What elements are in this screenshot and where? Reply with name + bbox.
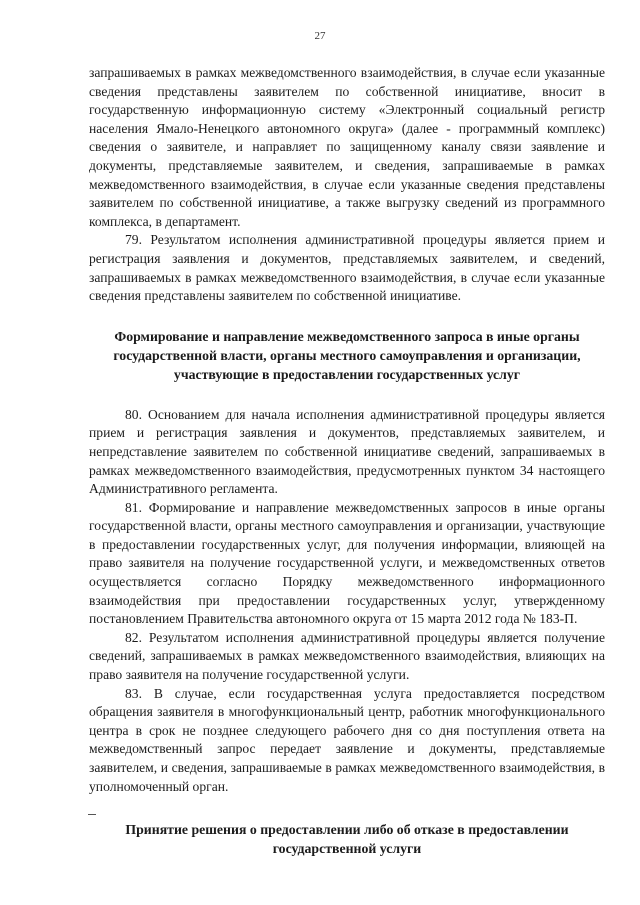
paragraph-81: 81. Формирование и направление межведомственных запросов в иные органы государственной власти, органы местного самоуправления и организации, участвующие в предоставлении государственных услуг, для получения информации, влияющей на право заявителя на получение государственной услуги, и межведомственных ответов осуществляется согласно Порядку межведомственного информационного взаимодействия при предоставлении государственных услуг, утвержденному постановлением Правительства автономного округа от 15 марта 2012 года № 183-П.: [89, 499, 605, 627]
page-number: 27: [314, 30, 326, 42]
section-heading-decision: Принятие решения о предоставлении либо об отказе в предоставлении государственной услуги: [125, 822, 569, 857]
paragraph-79: 79. Результатом исполнения административной процедуры является прием и регистрация заявления и документов, представляемых заявителем, и сведений, запрашиваемых в рамках межведомственного взаимодействия, в случае если указанные сведения представлены заявителем по собственной инициативе.: [89, 232, 605, 304]
paragraph-80: 80. Основанием для начала исполнения административной процедуры является прием и регистрация заявления и документов, представляемых заявителем, и непредставление заявителем по собственной инициативе сведений, запрашиваемых в рамках межведомственного взаимодействия, предусмотренных пунктом 34 настоящего Административного регламента.: [89, 406, 605, 497]
section-heading-interagency-request: Формирование и направление межведомственного запроса в иные органы государственной власти, органы местного самоуправления и организации, участвующие в предоставлении государственных услуг: [113, 328, 581, 382]
paragraph-continuation: запрашиваемых в рамках межведомственного взаимодействия, в случае если указанные сведения представлены заявителем по собственной инициативе, вносит в государственную информационную систему «Электронный социальный регистр населения Ямало-Ненецкого автономного округа» (далее - программный комплекс) сведения о заявителе, и направляет по защищенному каналу связи заявление и документы, представляемые заявителем, и сведения, запрашиваемые в рамках межведомственного взаимодействия, в случае если указанные сведения представлены заявителем по собственной инициативе, а также выгрузку сведений из программного комплекса, в департамент.: [89, 65, 605, 229]
paragraph-83: 83. В случае, если государственная услуга предоставляется посредством обращения заявителя в многофункциональный центр, работник многофункционального центра в срок не позднее следующего рабочего дня со дня поступления ответа на межведомственный запрос передает заявление и документы, представляемые заявителем, и сведения, запрашиваемые в рамках межведомственного взаимодействия, в уполномоченный орган.: [89, 685, 605, 794]
paragraph-82: 82. Результатом исполнения административной процедуры является получение сведений, запрашиваемых в рамках межведомственного взаимодействия, влияющих на право заявителя на получение государственной услуги.: [89, 629, 605, 683]
page-content: [89, 64, 605, 858]
margin-mark: [88, 814, 96, 815]
